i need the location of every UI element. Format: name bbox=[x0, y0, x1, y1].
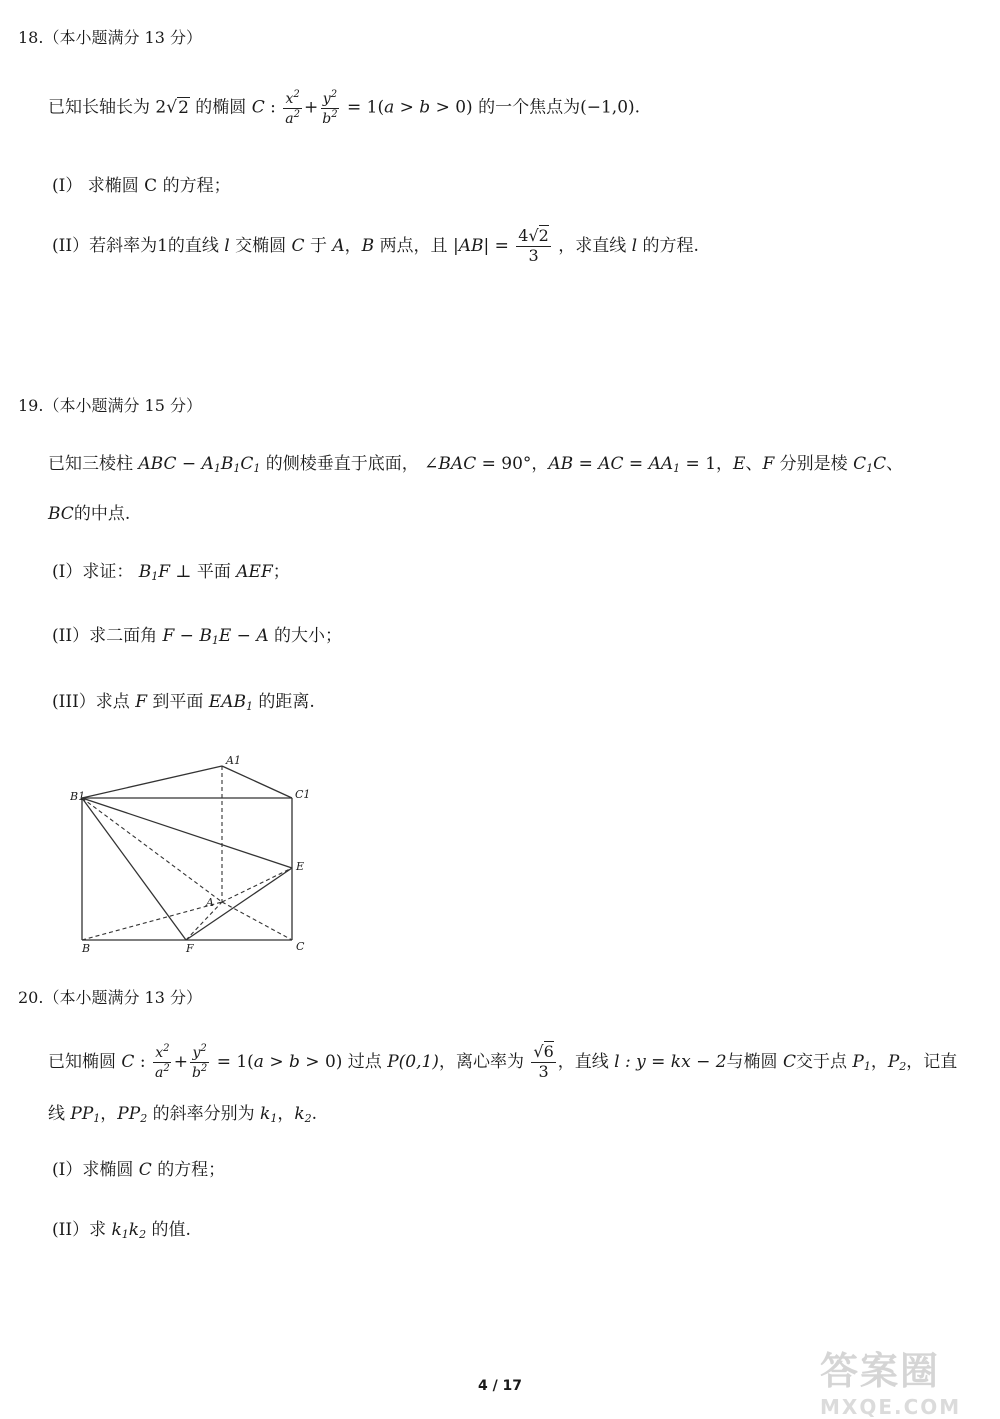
q19-part3-b: 到平面 bbox=[152, 692, 204, 712]
q19-part3-a: (III）求点 bbox=[52, 692, 130, 712]
q18-part2-a: (II）若斜率为1的直线 bbox=[52, 235, 219, 256]
watermark bbox=[820, 1340, 990, 1419]
q19-part3-c: 的距离. bbox=[258, 692, 315, 712]
q19-part3: (III）求点 F 到平面 $EAB_1$ 的距离. bbox=[52, 692, 315, 713]
watermark-url: MXQE.COM bbox=[820, 1395, 962, 1419]
q20-part1-b: 的方程； bbox=[157, 1160, 226, 1180]
q20-stem-a: 已知椭圆 bbox=[48, 1051, 116, 1072]
prism-figure bbox=[70, 752, 320, 957]
q19-part1-b: 平面 bbox=[196, 562, 231, 582]
q18-stem-text-a: 已知长轴长为 bbox=[48, 97, 150, 118]
q19-stem-d: 的中点. bbox=[73, 504, 131, 524]
q20-line-eq: l : y = kx − 2 bbox=[614, 1051, 727, 1072]
q20-part2-a: (II）求 bbox=[52, 1220, 107, 1240]
q20-stem-line2: 线 $PP_1$，$PP_2$ 的斜率分别为 $k_1$，$k_2$. bbox=[48, 1104, 318, 1125]
q18-length-value: 2√2 bbox=[155, 97, 189, 118]
q20-part2-b: 的值. bbox=[151, 1220, 191, 1240]
q18-part2-d: 两点，且 bbox=[379, 235, 448, 256]
q19-part2-b: 的大小； bbox=[274, 626, 343, 646]
q19-stem-c: 分别是棱 bbox=[779, 454, 848, 474]
q18-part2-e: ，求直线 bbox=[558, 235, 627, 256]
q20-stem-f: 交于点 bbox=[795, 1051, 847, 1072]
page-number: 4 / 17 bbox=[477, 1378, 523, 1394]
label-C: C bbox=[296, 940, 305, 953]
watermark-title: 答案圈 bbox=[820, 1349, 941, 1393]
q20-stem-e: 与椭圆 bbox=[726, 1051, 778, 1072]
q20-stem-d: ，直线 bbox=[557, 1051, 609, 1072]
label-B1: B1 bbox=[70, 790, 86, 803]
q18-part2-b: 交椭圆 bbox=[235, 235, 287, 256]
q19-stem-line1: 已知三棱柱 ABC − $A_1B_1C_1$ 的侧棱垂直于底面， ∠BAC = 90°，AB = AC = $AA_1 = 1$，E、F 分别是棱 $C_1C$、 bbox=[48, 454, 904, 475]
q20-part1-a: (I）求椭圆 bbox=[52, 1160, 134, 1180]
q18-stem-text-b: 的椭圆 bbox=[195, 97, 247, 118]
q20-stem-g: ，记直 bbox=[906, 1051, 958, 1072]
label-E: E bbox=[296, 860, 305, 873]
q20-stem-c: ，离心率为 bbox=[438, 1051, 524, 1072]
q19-part1: (I）求证： $B_1F$ ⊥ 平面 AEF； bbox=[52, 562, 290, 583]
label-F: F bbox=[186, 942, 194, 955]
q20-stem-line1: 已知椭圆 C : $\frac{x^2}{a^2}$ + $\frac{y^2}{b^2}$ = 1(a > b > 0) 过点 P(0,1)，离心率为 $\frac{√6}{3}$ ，直线 l : y = kx − 2与椭圆 C交于点 $P_1$，$P_2$，记直 bbox=[48, 1042, 958, 1081]
q20-stem2-a: 线 bbox=[48, 1104, 65, 1124]
q18-part1: (I） 求椭圆 C 的方程； bbox=[52, 176, 231, 196]
label-C1: C1 bbox=[295, 788, 311, 801]
q20-stem-b: 过点 bbox=[347, 1051, 382, 1072]
q20-header: 20.（本小题满分 13 分） bbox=[18, 988, 202, 1007]
q20-stem2-b: 的斜率分别为 bbox=[152, 1104, 255, 1124]
q18-stem-text-c: 的一个焦点为 bbox=[478, 97, 581, 118]
q18-part2-f: 的方程. bbox=[642, 235, 699, 256]
q18-header: 18.（本小题满分 13 分） bbox=[18, 28, 202, 47]
q18-focus: (−1,0) bbox=[580, 97, 635, 118]
label-A: A bbox=[206, 896, 214, 909]
q19-part2: (II）求二面角 $F - B_1E - A$ 的大小； bbox=[52, 626, 343, 647]
label-B: B bbox=[82, 942, 91, 955]
q19-stem-b: 的侧棱垂直于底面， bbox=[265, 454, 419, 474]
label-A1: A1 bbox=[226, 754, 241, 767]
q18-stem: 已知长轴长为 2√2 的椭圆 C : $\frac{x^2}{a^2}$ + $\frac{y^2}{b^2}$ = 1(a > b > 0) 的一个焦点为(−1,0). bbox=[48, 89, 641, 127]
q20-part2: (II）求 $k_1k_2$ 的值. bbox=[52, 1220, 191, 1241]
q20-point: P(0,1) bbox=[387, 1051, 439, 1072]
q19-stem-line2: BC的中点. bbox=[48, 504, 131, 524]
q19-header: 19.（本小题满分 15 分） bbox=[18, 396, 202, 415]
q19-part2-a: (II）求二面角 bbox=[52, 626, 158, 646]
q20-part1: (I）求椭圆 C 的方程； bbox=[52, 1160, 226, 1180]
q18-part2-c: 于 bbox=[309, 235, 327, 256]
q18-part2: (II）若斜率为1的直线 l 交椭圆 C 于 A，B 两点，且 |AB| = $\frac{4√2}{3}$ ，求直线 l 的方程. bbox=[52, 226, 699, 265]
q19-stem-a: 已知三棱柱 bbox=[48, 454, 133, 474]
q19-part1-a: (I）求证： bbox=[52, 562, 134, 582]
